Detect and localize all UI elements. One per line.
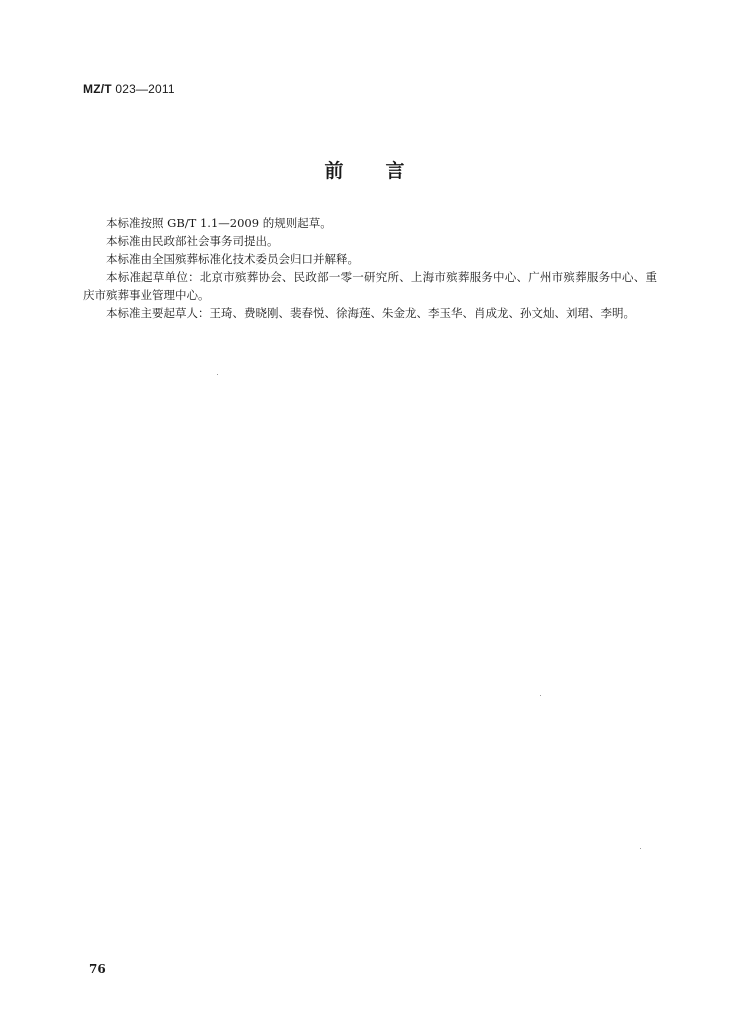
- paragraph-drafting-units: 本标准起草单位：北京市殡葬协会、民政部一零一研究所、上海市殡葬服务中心、广州市殡葬服务中心、重庆市殡葬事业管理中心。: [83, 270, 657, 302]
- paragraph-proposer: 本标准由民政部社会事务司提出。: [106, 234, 279, 248]
- paragraph-drafting-rules: 本标准按照 GB/T 1.1—2009 的规则起草。: [106, 216, 332, 230]
- paragraph-drafters: 本标准主要起草人：王琦、费晓刚、裴春悦、徐海莲、朱金龙、李玉华、肖成龙、孙文灿、刘珺、李明。: [106, 306, 635, 320]
- page-title: [0, 156, 729, 183]
- page-number: 76: [89, 962, 106, 976]
- title-char-2: 言: [385, 160, 405, 182]
- standard-code-header: [83, 82, 175, 96]
- paragraph-committee: 本标准由全国殡葬标准化技术委员会归口并解释。: [106, 252, 359, 266]
- standard-prefix: MZ/T: [83, 82, 112, 96]
- scan-speck: [540, 695, 541, 696]
- foreword-body: [83, 214, 657, 322]
- standard-number: 023—2011: [115, 82, 175, 96]
- scan-speck: [217, 374, 218, 375]
- scan-speck: [640, 848, 641, 849]
- title-char-1: 前: [324, 160, 344, 182]
